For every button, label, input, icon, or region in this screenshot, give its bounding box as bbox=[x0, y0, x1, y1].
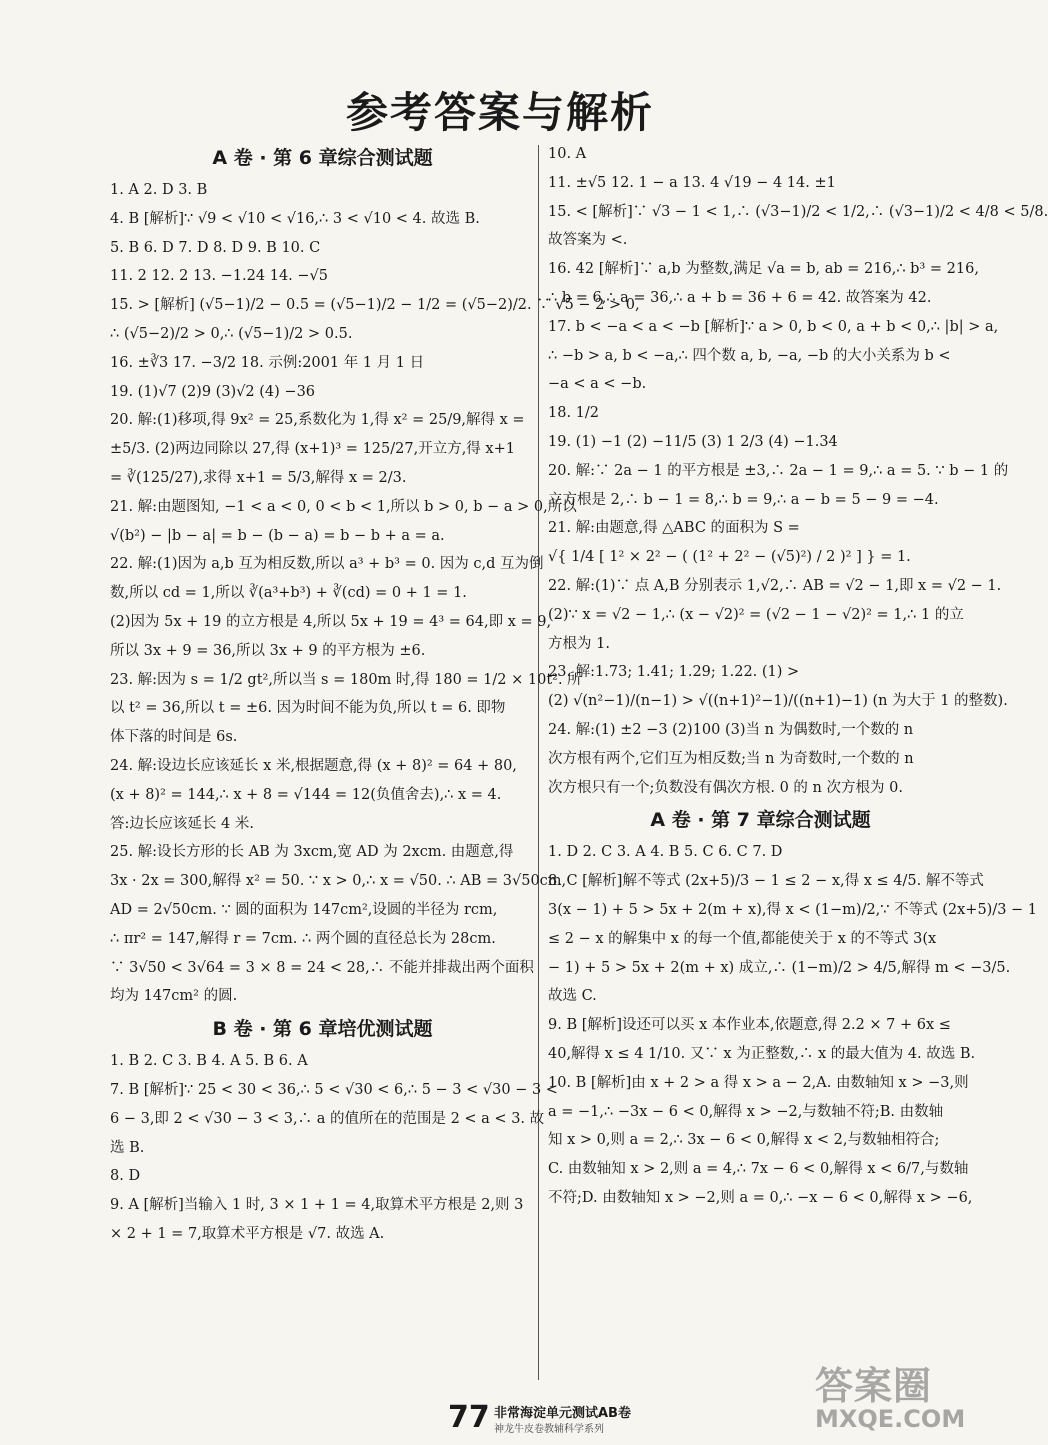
section-heading-b6: B 卷 · 第 6 章培优测试题 bbox=[212, 1018, 433, 1041]
answer-line: (2) √(n²−1)/(n−1) > √((n+1)²−1)/((n+1)−1) (n 为大于 1 的整数). bbox=[548, 693, 1008, 710]
answer-line: 不符;D. 由数轴知 x > −2,则 a = 0,∴ −x − 6 < 0,解得 x > −6, bbox=[548, 1189, 973, 1206]
answer-line: × 2 + 1 = 7,取算术平方根是 √7. 故选 A. bbox=[110, 1225, 385, 1242]
answer-line: C. 由数轴知 x > 2,则 a = 4,∴ 7x − 6 < 0,解得 x < 6/7,与数轴 bbox=[548, 1161, 969, 1178]
answer-line: 知 x > 0,则 a = 2,∴ 3x − 6 < 0,解得 x < 2,与数轴相符合; bbox=[548, 1132, 940, 1149]
answer-line: ∵ 3√50 < 3√64 = 3 × 8 = 24 < 28,∴ 不能并排裁出两个面积 bbox=[110, 959, 534, 976]
answer-line: 故答案为 <. bbox=[548, 232, 628, 249]
answer-line: 次方根有两个,它们互为相反数;当 n 为奇数时,一个数的 n bbox=[548, 750, 914, 767]
answer-line: 40,解得 x ≤ 4 1/10. 又∵ x 为正整数,∴ x 的最大值为 4. 故选 B. bbox=[548, 1045, 976, 1062]
answer-line: 23. 解:1.73; 1.41; 1.29; 1.22. (1) > bbox=[548, 664, 800, 681]
answer-line: 立方根是 2,∴ b − 1 = 8,∴ b = 9,∴ a − b = 5 − 9 = −4. bbox=[548, 491, 939, 508]
answer-line: 15. < [解析]∵ √3 − 1 < 1,∴ (√3−1)/2 < 1/2,∴ (√3−1)/2 < 4/8 < 5/8. bbox=[548, 203, 1048, 220]
answer-line: a = −1,∴ −3x − 6 < 0,解得 x > −2,与数轴不符;B. 由数轴 bbox=[548, 1103, 944, 1120]
right-column bbox=[548, 140, 1048, 1213]
answer-line: 24. 解:(1) ±2 −3 (2)100 (3)当 n 为偶数时,一个数的 n bbox=[548, 721, 914, 738]
answer-line: 以 t² = 36,所以 t = ±6. 因为时间不能为负,所以 t = 6. 即物 bbox=[110, 700, 506, 717]
answer-line: 25. 解:设长方形的长 AB 为 3xcm,宽 AD 为 2xcm. 由题意,得 bbox=[110, 844, 514, 861]
answer-line: 次方根只有一个;负数没有偶次方根. 0 的 n 次方根为 0. bbox=[548, 779, 903, 796]
answer-line: (x + 8)² = 144,∴ x + 8 = √144 = 12(负值舍去),∴ x = 4. bbox=[110, 786, 502, 803]
answer-line: 22. 解:(1)∵ 点 A,B 分别表示 1,√2,∴ AB = √2 − 1,即 x = √2 − 1. bbox=[548, 577, 1002, 594]
answer-line: (2)∵ x = √2 − 1,∴ (x − √2)² = (√2 − 1 − √2)² = 1,∴ 1 的立 bbox=[548, 606, 964, 623]
answer-line: 3x · 2x = 300,解得 x² = 50. ∵ x > 0,∴ x = √50. ∴ AB = 3√50cm, bbox=[110, 873, 567, 890]
book-title: 非常海淀单元测试AB卷 bbox=[494, 1406, 631, 1421]
answers-b6-continued bbox=[548, 140, 1048, 802]
answer-line: 9. B [解析]设还可以买 x 本作业本,依题意,得 2.2 × 7 + 6x ≤ bbox=[548, 1017, 951, 1034]
answer-line: ≤ 2 − x 的解集中 x 的每一个值,都能使关于 x 的不等式 3(x bbox=[548, 930, 937, 947]
answer-line: 方根为 1. bbox=[548, 635, 610, 652]
section-heading-a7: A 卷 · 第 7 章综合测试题 bbox=[650, 809, 871, 832]
watermark-text: 答案圈 bbox=[815, 1364, 933, 1408]
answer-line: 6 − 3,即 2 < √30 − 3 < 3,∴ a 的值所在的范围是 2 < a < 3. 故 bbox=[110, 1110, 545, 1127]
answer-line: 故选 C. bbox=[548, 988, 597, 1005]
watermark-site: MXQE.COM bbox=[815, 1405, 966, 1433]
answer-line: 均为 147cm² 的圆. bbox=[110, 988, 238, 1005]
answer-line: √(b²) − |b − a| = b − (b − a) = b − b + a = a. bbox=[110, 527, 445, 544]
page-title: 参考答案与解析 bbox=[345, 88, 654, 137]
answer-line: 20. 解:(1)移项,得 9x² = 25,系数化为 1,得 x² = 25/9,解得 x = bbox=[110, 412, 525, 429]
answer-line: 1. B 2. C 3. B 4. A 5. B 6. A bbox=[110, 1053, 308, 1070]
answer-line: 11. 2 12. 2 13. −1.24 14. −√5 bbox=[110, 268, 329, 285]
book-series: 神龙牛皮卷教辅科学系列 bbox=[494, 1424, 604, 1435]
answer-line: 选 B. bbox=[110, 1139, 145, 1156]
answer-line: 24. 解:设边长应该延长 x 米,根据题意,得 (x + 8)² = 64 + 80, bbox=[110, 757, 517, 774]
answer-line: ±5/3. (2)两边同除以 27,得 (x+1)³ = 125/27,开立方,得 x+1 bbox=[110, 441, 515, 458]
answer-line: 21. 解:由题意,得 △ABC 的面积为 S = bbox=[548, 520, 800, 537]
answer-line: 15. > [解析] (√5−1)/2 − 0.5 = (√5−1)/2 − 1/2 = (√5−2)/2. ∵ √5 − 2 > 0, bbox=[110, 297, 640, 314]
answer-line: 所以 3x + 9 = 36,所以 3x + 9 的平方根为 ±6. bbox=[110, 642, 426, 659]
watermark-logo bbox=[815, 1355, 985, 1435]
answer-line: 16. 42 [解析]∵ a,b 为整数,满足 √a = b, ab = 216,∴ b³ = 216, bbox=[548, 261, 979, 278]
answer-line: 10. B [解析]由 x + 2 > a 得 x > a − 2,A. 由数轴知 x > −3,则 bbox=[548, 1074, 969, 1091]
answer-line: 7. B [解析]∵ 25 < 30 < 36,∴ 5 < √30 < 6,∴ 5 − 3 < √30 − 3 < bbox=[110, 1081, 558, 1098]
answer-line: 5. B 6. D 7. D 8. D 9. B 10. C bbox=[110, 239, 321, 256]
answer-line: 1. A 2. D 3. B bbox=[110, 182, 208, 198]
answer-line: 19. (1)√7 (2)9 (3)√2 (4) −36 bbox=[110, 383, 316, 400]
answer-line: 18. 1/2 bbox=[548, 405, 600, 422]
answer-line: 答:边长应该延长 4 米. bbox=[110, 815, 254, 832]
answer-line: ∴ b = 6,∴ a = 36,∴ a + b = 36 + 6 = 42. 故答案为 42. bbox=[548, 289, 932, 306]
answer-line: 8. D bbox=[110, 1168, 141, 1185]
answer-line: AD = 2√50cm. ∵ 圆的面积为 147cm²,设圆的半径为 rcm, bbox=[110, 901, 498, 918]
answer-line: ∴ πr² = 147,解得 r = 7cm. ∴ 两个圆的直径总长为 28cm. bbox=[110, 930, 496, 947]
answer-line: 19. (1) −1 (2) −11/5 (3) 1 2/3 (4) −1.34 bbox=[548, 433, 838, 450]
answer-line: − 1) + 5 > 5x + 2(m + x) 成立,∴ (1−m)/2 > 4/5,解得 m < −3/5. bbox=[548, 959, 1011, 976]
answer-line: 11. ±√5 12. 1 − a 13. 4 √19 − 4 14. ±1 bbox=[548, 174, 836, 191]
answer-line: 9. A [解析]当输入 1 时, 3 × 1 + 1 = 4,取算术平方根是 2,则 3 bbox=[110, 1197, 524, 1214]
answer-line: −a < a < −b. bbox=[548, 376, 647, 393]
page-number: 77 bbox=[448, 1400, 490, 1435]
answer-line: √{ 1/4 [ 1² × 2² − ( (1² + 2² − (√5)²) / 2 )² ] } = 1. bbox=[548, 549, 911, 566]
answer-line: 1. D 2. C 3. A 4. B 5. C 6. C 7. D bbox=[548, 844, 783, 861]
answer-line: ∴ −b > a, b < −a,∴ 四个数 a, b, −a, −b 的大小关系为 b < bbox=[548, 347, 951, 364]
answer-line: 3(x − 1) + 5 > 5x + 2(m + x),得 x < (1−m)/2,∵ 不等式 (2x+5)/3 − 1 bbox=[548, 901, 1038, 918]
answers-b6 bbox=[110, 1047, 558, 1249]
column-divider bbox=[538, 145, 539, 1380]
answers-a7 bbox=[548, 838, 1038, 1212]
answer-line: = ∛(125/27),求得 x+1 = 5/3,解得 x = 2/3. bbox=[110, 469, 407, 486]
answer-line: 10. A bbox=[548, 146, 587, 162]
answer-line: 20. 解:∵ 2a − 1 的平方根是 ±3,∴ 2a − 1 = 9,∴ a = 5. ∵ b − 1 的 bbox=[548, 462, 1009, 479]
answer-line: 体下落的时间是 6s. bbox=[110, 729, 238, 746]
answer-line: 16. ±∛3 17. −3/2 18. 示例:2001 年 1 月 1 日 bbox=[110, 354, 425, 371]
answer-line: 8. C [解析]解不等式 (2x+5)/3 − 1 ≤ 2 − x,得 x ≤ 4/5. 解不等式 bbox=[548, 873, 984, 890]
answer-line: (2)因为 5x + 19 的立方根是 4,所以 5x + 19 = 4³ = 64,即 x = 9, bbox=[110, 613, 552, 630]
answer-line: 17. b < −a < a < −b [解析]∵ a > 0, b < 0, a + b < 0,∴ |b| > a, bbox=[548, 318, 999, 335]
answer-line: 数,所以 cd = 1,所以 ∛(a³+b³) + ∛(cd) = 0 + 1 = 1. bbox=[110, 585, 467, 602]
answer-line: ∴ (√5−2)/2 > 0,∴ (√5−1)/2 > 0.5. bbox=[110, 325, 353, 342]
answer-line: 22. 解:(1)因为 a,b 互为相反数,所以 a³ + b³ = 0. 因为 c,d 互为倒 bbox=[110, 556, 544, 573]
answer-line: 23. 解:因为 s = 1/2 gt²,所以当 s = 180m 时,得 180 = 1/2 × 10t². 所 bbox=[110, 671, 582, 688]
section-heading-a6: A 卷 · 第 6 章综合测试题 bbox=[212, 147, 433, 169]
answer-line: 4. B [解析]∵ √9 < √10 < √16,∴ 3 < √10 < 4. 故选 B. bbox=[110, 210, 480, 227]
answer-line: 21. 解:由题图知, −1 < a < 0, 0 < b < 1,所以 b > 0, b − a > 0,所以 bbox=[110, 498, 577, 515]
